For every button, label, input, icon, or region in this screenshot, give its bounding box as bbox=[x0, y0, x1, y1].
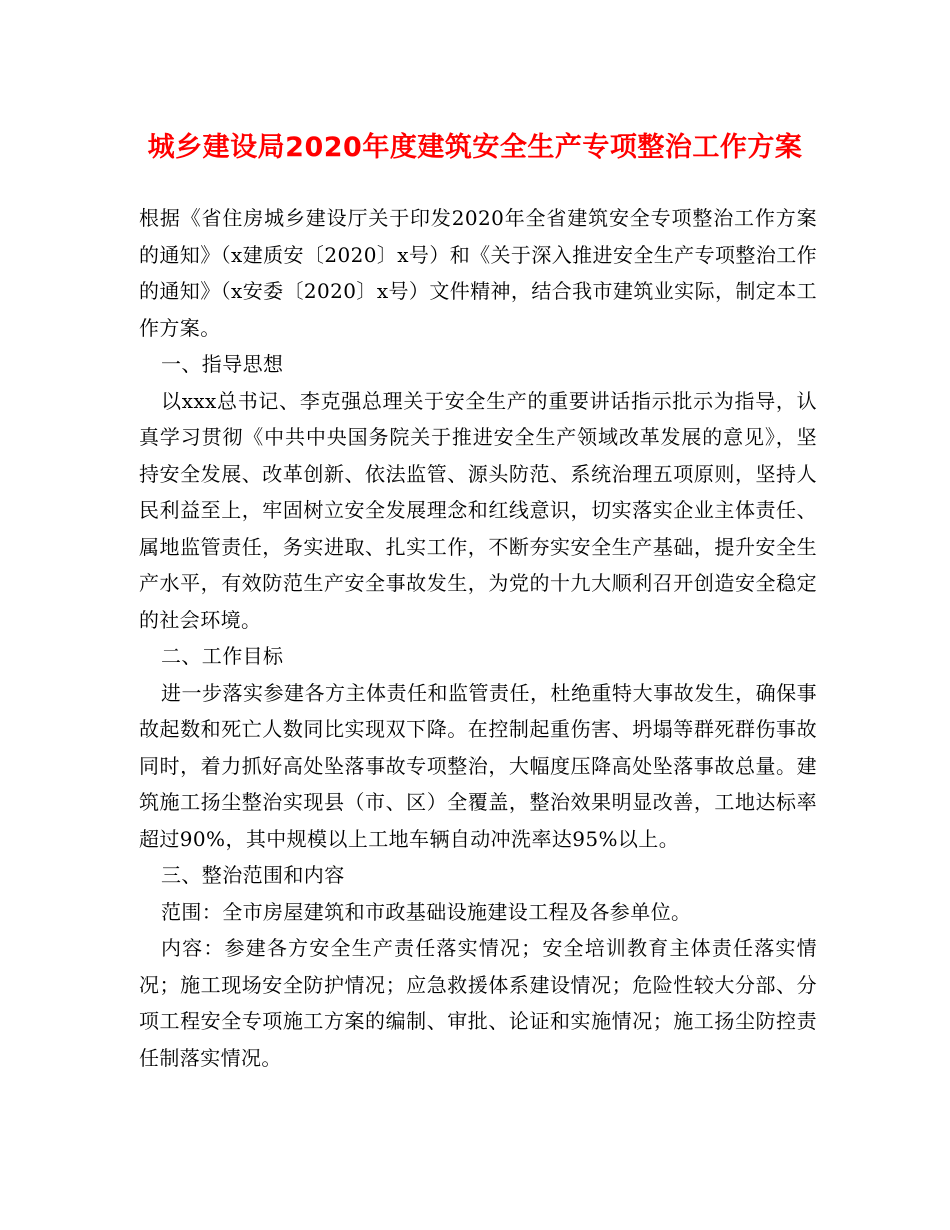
section-heading-scope-content: 三、整治范围和内容 bbox=[161, 863, 345, 887]
document-body bbox=[139, 200, 817, 1076]
section-heading-guiding-thought: 一、指导思想 bbox=[161, 352, 284, 376]
document-title: 城乡建设局2020年度建筑安全生产专项整治工作方案 bbox=[147, 132, 803, 163]
section-heading-work-goals: 二、工作目标 bbox=[161, 644, 284, 668]
work-goals-paragraph: 进一步落实参建各方主体责任和监管责任，杜绝重特大事故发生，确保事故起数和死亡人数同比实现双下降。在控制起重伤害、坍塌等群死群伤事故同时，着力抓好高处坠落事故专项整治，大幅度压降高处坠落事故总量。建筑施工扬尘整治实现县（市、区）全覆盖，整治效果明显改善，工地达标率超过90%，其中规模以上工地车辆自动冲洗率达95%以上。 bbox=[139, 680, 817, 851]
guiding-thought-paragraph: 以xxx总书记、李克强总理关于安全生产的重要讲话指示批示为指导，认真学习贯彻《中共中央国务院关于推进安全生产领域改革发展的意见》，坚持安全发展、改革创新、依法监管、源头防范、系统治理五项原则，坚持人民利益至上，牢固树立安全发展理念和红线意识，切实落实企业主体责任、属地监管责任，务实进取、扎实工作，不断夯实安全生产基础，提升安全生产水平，有效防范生产安全事故发生，为党的十九大顺利召开创造安全稳定的社会环境。 bbox=[139, 388, 817, 632]
content-paragraph: 内容：参建各方安全生产责任落实情况；安全培训教育主体责任落实情况；施工现场安全防护情况；应急救援体系建设情况；危险性较大分部、分项工程安全专项施工方案的编制、审批、论证和实施情况；施工扬尘防控责任制落实情况。 bbox=[139, 936, 817, 1070]
intro-paragraph: 根据《省住房城乡建设厅关于印发2020年全省建筑安全专项整治工作方案的通知》（x建质安〔2020〕x号）和《关于深入推进安全生产专项整治工作的通知》（x安委〔2020〕x号）文件精神，结合我市建筑业实际，制定本工作方案。 bbox=[139, 206, 817, 340]
scope-paragraph: 范围：全市房屋建筑和市政基础设施建设工程及各参单位。 bbox=[161, 899, 692, 924]
